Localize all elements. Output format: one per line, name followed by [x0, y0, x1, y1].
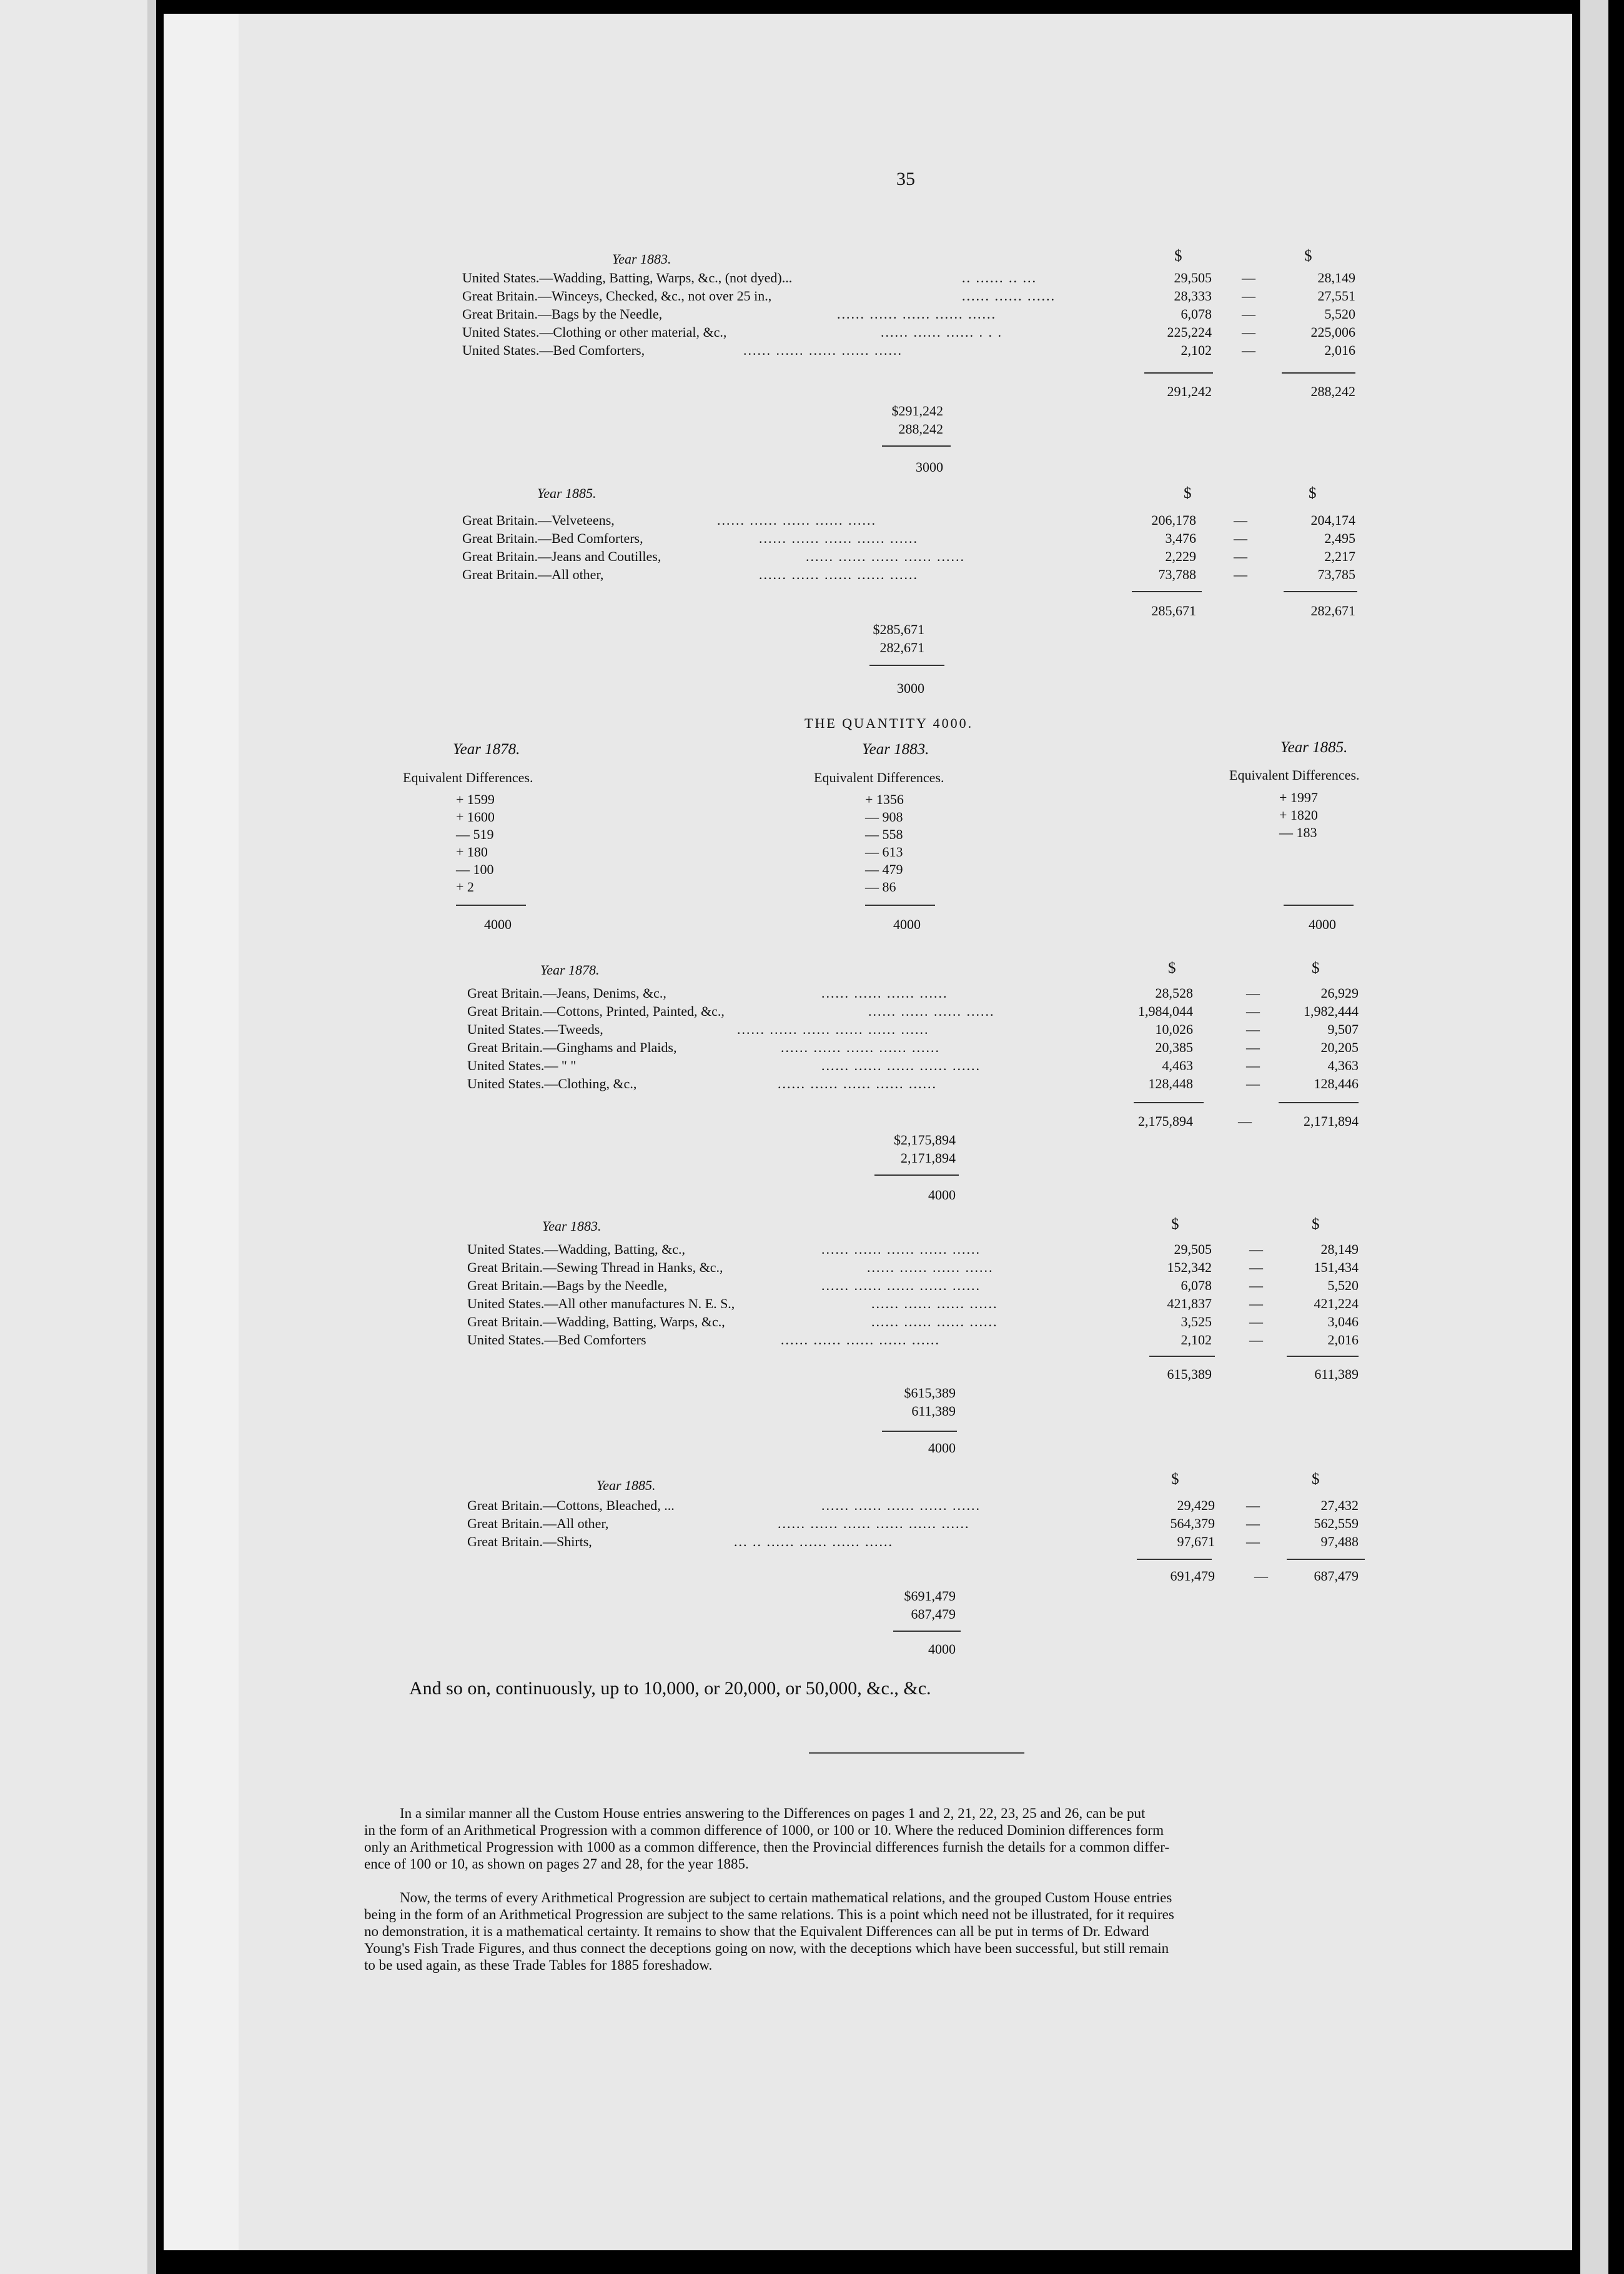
- leader-dots: ...... ...... ...... ......: [867, 1259, 994, 1275]
- leader-dots: ...... ...... ...... ...... ......: [781, 1040, 940, 1055]
- entry-label: Great Britain.—Cottons, Printed, Painted, &c.,: [467, 1003, 725, 1019]
- sum-rule: [1279, 1102, 1359, 1103]
- subtraction-bottom: 282,671: [879, 640, 924, 655]
- entry-label: Great Britain.—Winceys, Checked, &c., not over 25 in.,: [462, 288, 772, 304]
- leader-dots: ...... ...... ...... ...... ......: [717, 512, 876, 528]
- dash: —: [1242, 342, 1255, 358]
- total-a: 2,175,894: [1138, 1113, 1193, 1129]
- value-b: 2,495: [1324, 530, 1355, 546]
- year-heading: Year 1878.: [540, 962, 600, 978]
- currency-symbol: $: [1171, 1471, 1179, 1487]
- continuation-text: And so on, continuously, up to 10,000, or 20,000, or 50,000, &c., &c.: [409, 1678, 931, 1699]
- dash: —: [1246, 1497, 1260, 1513]
- value-a: 29,429: [1177, 1497, 1215, 1513]
- column-heading: Equivalent Differences.: [814, 770, 944, 785]
- value-a: 206,178: [1151, 512, 1196, 528]
- paragraph-line: Now, the terms of every Arithmetical Progression are subject to certain mathematical relations, and the grouped Custom House entries: [400, 1890, 1172, 1905]
- value-a: 28,333: [1174, 288, 1212, 304]
- value-a: 29,505: [1174, 270, 1212, 285]
- leader-dots: ...... ...... ...... ......: [871, 1296, 998, 1311]
- subtraction-top: $691,479: [904, 1588, 956, 1604]
- total-b: 282,671: [1310, 603, 1355, 618]
- currency-symbol: $: [1309, 485, 1317, 502]
- equivalent-difference: — 519: [456, 827, 494, 842]
- total-a: 615,389: [1167, 1366, 1212, 1382]
- dash: —: [1234, 549, 1247, 564]
- total-b: 288,242: [1310, 384, 1355, 399]
- entry-label: United States.— " ": [467, 1058, 577, 1073]
- entry-label: Great Britain.—Ginghams and Plaids,: [467, 1040, 677, 1055]
- sum-rule: [1144, 372, 1213, 374]
- equivalent-difference: — 100: [456, 861, 494, 877]
- value-a: 3,476: [1165, 530, 1196, 546]
- value-b: 2,016: [1327, 1332, 1359, 1348]
- column-total: 4000: [484, 916, 512, 932]
- entry-label: Great Britain.—Jeans and Coutilles,: [462, 549, 661, 564]
- value-b: 28,149: [1320, 1241, 1359, 1257]
- value-a: 10,026: [1155, 1021, 1193, 1037]
- value-b: 421,224: [1314, 1296, 1359, 1311]
- total-b: 2,171,894: [1304, 1113, 1359, 1129]
- value-b: 4,363: [1327, 1058, 1359, 1073]
- subtraction-top: $285,671: [873, 622, 924, 637]
- leader-dots: ...... ...... ...... ......: [868, 1003, 995, 1019]
- year-heading: Year 1883.: [612, 251, 671, 267]
- total-b: 687,479: [1314, 1568, 1359, 1584]
- sum-rule: [1132, 591, 1202, 592]
- dash: —: [1246, 985, 1260, 1001]
- subtraction-rule: [874, 1174, 959, 1176]
- value-a: 225,224: [1167, 324, 1212, 340]
- equivalent-difference: + 180: [456, 844, 488, 860]
- leader-dots: .. ...... .. ...: [962, 270, 1037, 285]
- page-number: 35: [896, 169, 915, 189]
- subtraction-bottom: 611,389: [911, 1403, 956, 1419]
- dash: —: [1246, 1003, 1260, 1019]
- dash: —: [1234, 530, 1247, 546]
- subtraction-bottom: 2,171,894: [901, 1150, 956, 1166]
- dash: —: [1249, 1241, 1263, 1257]
- entry-label: Great Britain.—Sewing Thread in Hanks, &c.,: [467, 1259, 723, 1275]
- currency-symbol: $: [1168, 960, 1176, 976]
- value-a: 564,379: [1170, 1516, 1215, 1531]
- subtraction-result: 3000: [897, 680, 924, 696]
- leader-dots: ...... ...... ...... ......: [821, 985, 948, 1001]
- equivalent-difference: + 1600: [456, 809, 495, 825]
- dash: —: [1249, 1314, 1263, 1329]
- subtraction-top: $2,175,894: [894, 1132, 956, 1148]
- dash: —: [1242, 306, 1255, 322]
- leader-dots: ...... ...... ...... ...... ......: [759, 530, 918, 546]
- currency-symbol: $: [1312, 960, 1320, 976]
- value-b: 151,434: [1314, 1259, 1359, 1275]
- sum-rule: [456, 905, 526, 906]
- currency-symbol: $: [1312, 1216, 1320, 1233]
- dash: —: [1246, 1058, 1260, 1073]
- sum-rule: [1149, 1356, 1215, 1357]
- page-edge: [147, 0, 156, 2274]
- leader-dots: ...... ...... ...... ...... ......: [821, 1278, 981, 1293]
- sum-rule: [1287, 1356, 1359, 1357]
- subtraction-top: $291,242: [891, 403, 943, 419]
- section-heading: THE QUANTITY 4000.: [805, 715, 974, 731]
- value-a: 6,078: [1181, 306, 1212, 322]
- value-b: 9,507: [1327, 1021, 1359, 1037]
- value-a: 1,984,044: [1138, 1003, 1193, 1019]
- value-b: 26,929: [1320, 985, 1359, 1001]
- total-a: 291,242: [1167, 384, 1212, 399]
- leader-dots: ...... ...... ...... ...... ......: [778, 1076, 937, 1091]
- year-heading: Year 1878.: [453, 741, 520, 758]
- total-a: 691,479: [1170, 1568, 1215, 1584]
- dash: —: [1246, 1021, 1260, 1037]
- equivalent-difference: — 908: [865, 809, 903, 825]
- equivalent-difference: + 1820: [1279, 807, 1318, 823]
- paragraph-line: Young's Fish Trade Figures, and thus connect the deceptions going on now, with the deceptions which have been successful, but still remain: [364, 1940, 1169, 1956]
- dash: —: [1249, 1259, 1263, 1275]
- value-a: 421,837: [1167, 1296, 1212, 1311]
- value-a: 3,525: [1181, 1314, 1212, 1329]
- value-a: 128,448: [1148, 1076, 1193, 1091]
- sum-rule: [1134, 1102, 1204, 1103]
- leader-dots: ...... ...... ...... . . .: [881, 324, 1003, 340]
- sum-rule: [1284, 905, 1354, 906]
- leader-dots: ...... ...... ......: [962, 288, 1056, 304]
- entry-label: United States.—Bed Comforters,: [462, 342, 645, 358]
- column-heading: Equivalent Differences.: [403, 770, 533, 785]
- sum-rule: [1284, 591, 1357, 592]
- leader-dots: ...... ...... ...... ...... ......: [837, 306, 996, 322]
- equivalent-difference: + 1599: [456, 792, 495, 807]
- dash: —: [1246, 1040, 1260, 1055]
- equivalent-difference: — 558: [865, 827, 903, 842]
- entry-label: United States.—Wadding, Batting, Warps, &c., (not dyed)...: [462, 270, 793, 285]
- dash: —: [1242, 324, 1255, 340]
- subtraction-top: $615,389: [904, 1385, 956, 1401]
- currency-symbol: $: [1184, 485, 1192, 502]
- paragraph-line: being in the form of an Arithmetical Progression are subject to the same relations. This is a point which need not be illustrated, for it requires: [364, 1907, 1174, 1922]
- sum-rule: [1287, 1559, 1365, 1560]
- year-heading: Year 1885.: [597, 1477, 656, 1493]
- value-a: 97,671: [1177, 1534, 1215, 1549]
- leader-dots: ...... ...... ...... ...... ......: [821, 1241, 981, 1257]
- year-heading: Year 1883.: [542, 1218, 602, 1234]
- total-a: 285,671: [1151, 603, 1196, 618]
- leader-dots: ...... ...... ...... ......: [871, 1314, 998, 1329]
- value-b: 2,016: [1324, 342, 1355, 358]
- entry-label: United States.—Bed Comforters: [467, 1332, 646, 1348]
- subtraction-rule: [893, 1631, 961, 1632]
- year-heading: Year 1885.: [537, 485, 597, 501]
- dash: —: [1246, 1534, 1260, 1549]
- total-b: 611,389: [1314, 1366, 1359, 1382]
- entry-label: Great Britain.—Bed Comforters,: [462, 530, 643, 546]
- value-a: 2,229: [1165, 549, 1196, 564]
- equivalent-difference: — 86: [865, 879, 896, 895]
- paragraph-line: to be used again, as these Trade Tables for 1885 foreshadow.: [364, 1957, 713, 1973]
- entry-label: United States.—Clothing or other material, &c.,: [462, 324, 727, 340]
- leader-dots: ...... ...... ...... ...... ......: [781, 1332, 940, 1348]
- paragraph-line: ence of 100 or 10, as shown on pages 27 and 28, for the year 1885.: [364, 1856, 749, 1872]
- dash: —: [1234, 512, 1247, 528]
- entry-label: Great Britain.—Jeans, Denims, &c.,: [467, 985, 666, 1001]
- value-b: 97,488: [1320, 1534, 1359, 1549]
- left-page-margin: [0, 0, 156, 2274]
- equivalent-difference: — 613: [865, 844, 903, 860]
- value-b: 1,982,444: [1304, 1003, 1359, 1019]
- subtraction-result: 4000: [928, 1440, 956, 1456]
- value-a: 2,102: [1181, 342, 1212, 358]
- dash: —: [1246, 1516, 1260, 1531]
- leader-dots: ...... ...... ...... ...... ......: [821, 1058, 981, 1073]
- entry-label: Great Britain.—All other,: [467, 1516, 609, 1531]
- entry-label: United States.—Clothing, &c.,: [467, 1076, 637, 1091]
- leader-dots: ...... ...... ...... ...... ......: [759, 567, 918, 582]
- value-b: 5,520: [1324, 306, 1355, 322]
- equivalent-difference: — 183: [1279, 825, 1317, 840]
- entry-label: United States.—Tweeds,: [467, 1021, 603, 1037]
- entry-label: Great Britain.—Cottons, Bleached, ...: [467, 1497, 675, 1513]
- column-total: 4000: [1309, 916, 1336, 932]
- value-b: 5,520: [1327, 1278, 1359, 1293]
- dash: —: [1234, 567, 1247, 582]
- column-heading: Equivalent Differences.: [1229, 767, 1360, 783]
- column-total: 4000: [893, 916, 921, 932]
- subtraction-rule: [869, 665, 944, 666]
- value-b: 27,432: [1320, 1497, 1359, 1513]
- currency-symbol: $: [1171, 1216, 1179, 1233]
- subtraction-bottom: 687,479: [911, 1606, 956, 1622]
- value-a: 28,528: [1155, 985, 1193, 1001]
- value-b: 225,006: [1310, 324, 1355, 340]
- value-b: 27,551: [1317, 288, 1355, 304]
- paragraph-line: In a similar manner all the Custom House entries answering to the Differences on pages 1 and 2, 21, 22, 23, 25 and 26, can be put: [400, 1805, 1146, 1821]
- dash: —: [1254, 1568, 1268, 1584]
- value-a: 4,463: [1162, 1058, 1193, 1073]
- subtraction-bottom: 288,242: [898, 421, 943, 437]
- dash: —: [1249, 1278, 1263, 1293]
- right-page-edge: [1580, 0, 1608, 2274]
- entry-label: Great Britain.—Wadding, Batting, Warps, &c.,: [467, 1314, 725, 1329]
- value-b: 128,446: [1314, 1076, 1359, 1091]
- value-a: 2,102: [1181, 1332, 1212, 1348]
- value-a: 20,385: [1155, 1040, 1193, 1055]
- entry-label: Great Britain.—Bags by the Needle,: [462, 306, 663, 322]
- sum-rule: [1282, 372, 1355, 374]
- subtraction-result: 4000: [928, 1187, 956, 1203]
- entry-label: Great Britain.—Velveteens,: [462, 512, 615, 528]
- value-b: 562,559: [1314, 1516, 1359, 1531]
- subtraction-result: 3000: [916, 459, 943, 475]
- entry-label: Great Britain.—Shirts,: [467, 1534, 592, 1549]
- dash: —: [1249, 1296, 1263, 1311]
- sum-rule: [865, 905, 935, 906]
- year-heading: Year 1883.: [862, 741, 929, 758]
- value-b: 20,205: [1320, 1040, 1359, 1055]
- value-a: 73,788: [1158, 567, 1196, 582]
- value-b: 3,046: [1327, 1314, 1359, 1329]
- year-heading: Year 1885.: [1280, 739, 1348, 756]
- dash: —: [1242, 270, 1255, 285]
- entry-label: United States.—Wadding, Batting, &c.,: [467, 1241, 685, 1257]
- value-a: 152,342: [1167, 1259, 1212, 1275]
- dash: —: [1238, 1113, 1252, 1129]
- section-divider: [809, 1752, 1024, 1754]
- value-b: 2,217: [1324, 549, 1355, 564]
- dash: —: [1249, 1332, 1263, 1348]
- dash: —: [1242, 288, 1255, 304]
- leader-dots: ...... ...... ...... ...... ......: [806, 549, 965, 564]
- equivalent-difference: — 479: [865, 861, 903, 877]
- equivalent-difference: + 1356: [865, 792, 904, 807]
- value-b: 73,785: [1317, 567, 1355, 582]
- leader-dots: ... .. ...... ...... ...... ......: [734, 1534, 893, 1549]
- leader-dots: ...... ...... ...... ...... ......: [743, 342, 903, 358]
- entry-label: Great Britain.—Bags by the Needle,: [467, 1278, 668, 1293]
- subtraction-rule: [882, 1431, 957, 1432]
- leader-dots: ...... ...... ...... ...... ...... ......: [778, 1516, 970, 1531]
- entry-label: United States.—All other manufactures N. E. S.,: [467, 1296, 735, 1311]
- currency-symbol: $: [1174, 247, 1182, 264]
- equivalent-difference: + 1997: [1279, 790, 1318, 805]
- currency-symbol: $: [1312, 1471, 1320, 1487]
- dash: —: [1246, 1076, 1260, 1091]
- value-a: 6,078: [1181, 1278, 1212, 1293]
- currency-symbol: $: [1304, 247, 1312, 264]
- subtraction-rule: [882, 445, 951, 447]
- equivalent-difference: + 2: [456, 879, 474, 895]
- entry-label: Great Britain.—All other,: [462, 567, 604, 582]
- leader-dots: ...... ...... ...... ...... ...... ......: [737, 1021, 929, 1037]
- paragraph-line: no demonstration, it is a mathematical certainty. It remains to show that the Equivalent Differences can all be put in terms of Dr. Edward: [364, 1924, 1149, 1939]
- paragraph-line: in the form of an Arithmetical Progression with a common difference of 1000, or 100 or 10. Where the reduced Dominion differences form: [364, 1822, 1164, 1838]
- sum-rule: [1137, 1559, 1212, 1560]
- value-a: 29,505: [1174, 1241, 1212, 1257]
- paragraph-line: only an Arithmetical Progression with 1000 as a common difference, then the Provincial differences furnish the details for a common differ-: [364, 1839, 1170, 1855]
- value-b: 28,149: [1317, 270, 1355, 285]
- value-b: 204,174: [1310, 512, 1355, 528]
- subtraction-result: 4000: [928, 1641, 956, 1657]
- leader-dots: ...... ...... ...... ...... ......: [821, 1497, 981, 1513]
